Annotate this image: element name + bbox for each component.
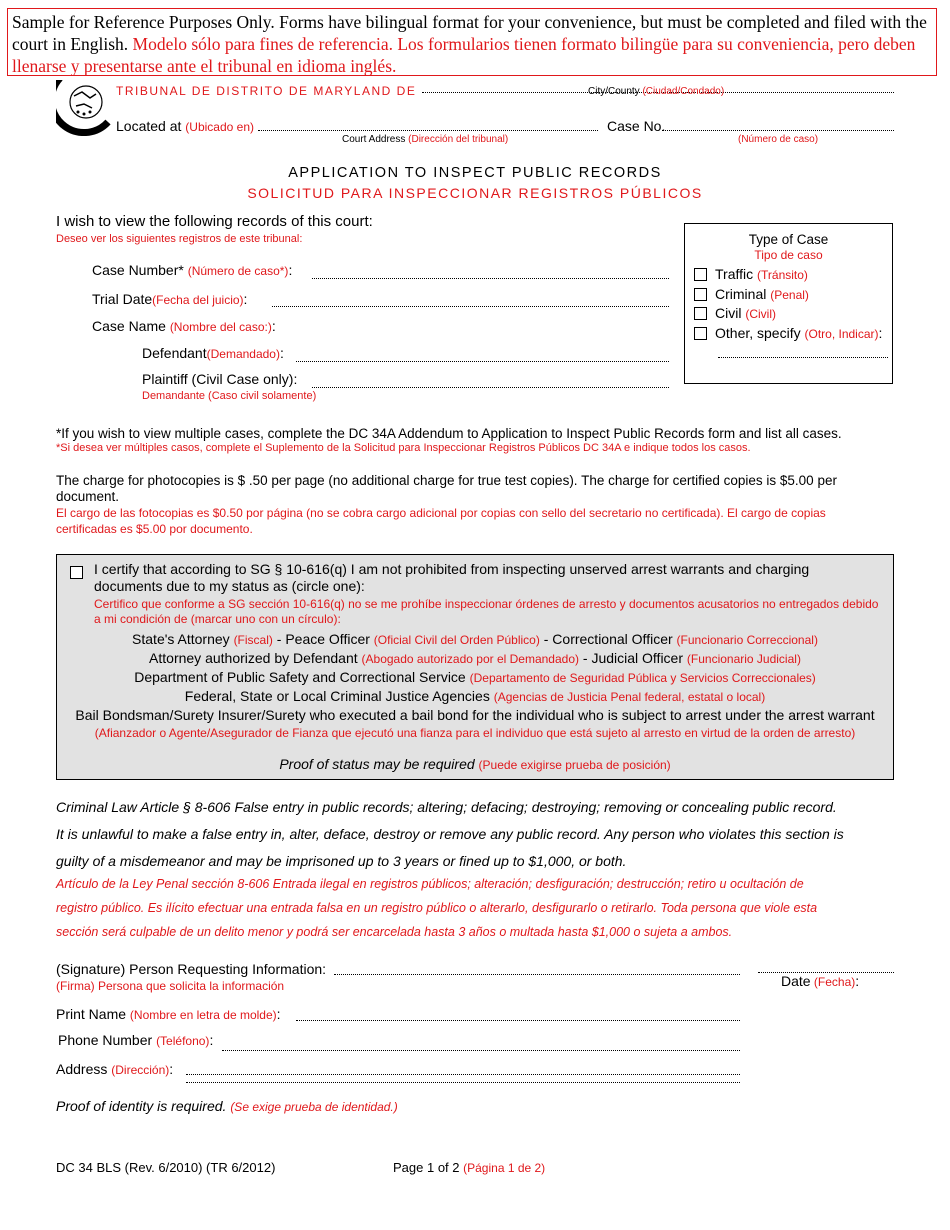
records-intro: I wish to view the following records of this court: [56, 213, 373, 230]
address-label: Address (Dirección): [56, 1061, 174, 1077]
court-name: TRIBUNAL DE DISTRITO DE MARYLAND DE [116, 84, 417, 98]
case-type-traffic[interactable]: Traffic (Tránsito) [694, 265, 892, 285]
case-no-label: Case No. [607, 118, 666, 134]
plaintiff-field[interactable] [312, 377, 669, 388]
option-correctional-officer[interactable]: - Correctional Officer [543, 631, 673, 647]
records-intro-es: Deseo ver los siguientes registros de este tribunal: [56, 233, 303, 245]
address-field-line-2[interactable] [186, 1072, 740, 1083]
case-number-label: Case Number* (Número de caso*): [92, 262, 293, 278]
date-label: Date (Fecha): [781, 973, 860, 989]
plaintiff-label: Plaintiff (Civil Case only): [142, 371, 298, 387]
option-peace-officer[interactable]: - Peace Officer [276, 631, 370, 647]
traffic-checkbox[interactable] [694, 268, 707, 281]
case-type-criminal[interactable]: Criminal (Penal) [694, 285, 892, 305]
form-title-es: SOLICITUD PARA INSPECCIONAR REGISTROS PÚBLICOS [247, 185, 703, 201]
certify-text-es: Certifico que conforme a SG sección 10-616(q) no se me prohíbe inspeccionar órdenes de arresto y documentos acusatorios no entregados debido a mi condición de (marcar uno con un círculo): [94, 597, 879, 626]
phone-label: Phone Number (Teléfono): [58, 1032, 214, 1048]
case-no-label-es: (Número de caso) [738, 134, 819, 145]
status-row-5-es: (Afianzador o Agente/Asegurador de Fianza que ejecutó una fianza para el individuo que está sujeto al arresto en virtud de la orden de arresto) [94, 726, 856, 740]
print-name-field[interactable] [296, 1010, 740, 1021]
signature-label-es: (Firma) Persona que solicita la información [56, 979, 285, 993]
court-address-field[interactable] [258, 120, 598, 131]
multiple-cases-note: *If you wish to view multiple cases, complete the DC 34A Addendum to Application to Inspect Public Records form and list all cases. [56, 426, 842, 441]
status-options [56, 630, 894, 742]
status-row-5 [56, 706, 894, 724]
option-states-attorney[interactable]: State's Attorney [132, 631, 230, 647]
certify-text: I certify that according to SG § 10-616(q) I am not prohibited from inspecting unserved arrest warrants and charging documents due to my status as (circle one): [94, 561, 810, 594]
case-type-box [684, 223, 893, 384]
date-field[interactable] [758, 962, 894, 973]
phone-field[interactable] [222, 1040, 740, 1051]
trial-date-field[interactable] [272, 296, 669, 307]
multiple-cases-note-es: *Si desea ver múltiples casos, complete el Suplemento de la Solicitud para Inspeccionar Registros Públicos DC 34A e indique todos los casos. [56, 442, 751, 454]
case-type-title-es: Tipo de caso [754, 248, 823, 262]
form-title: APPLICATION TO INSPECT PUBLIC RECORDS [288, 165, 662, 181]
law-text-es: Artículo de la Ley Penal sección 8-606 Entrada ilegal en registros públicos; alteración; desfiguración; destrucción; retiro u ocultación de registro público. Es ilícito efectuar una entrada falsa en un registro público o alterarlo, desfigurarlo o retirarlo. Toda persona que viole esta sección será culpable de un delito menor y podrá ser encarcelada hasta 3 años o multada hasta $1,000 o sujeta a ambos. [56, 877, 818, 939]
status-row-4: Federal, State or Local Criminal Justice Agencies (Agencias de Justicia Penal federal, estatal o local) [184, 688, 766, 704]
case-type-title: Type of Case [748, 232, 829, 247]
option-bail-bondsman[interactable]: Bail Bondsman/Surety Insurer/Surety who executed a bail bond for the individual who is subject to arrest under the arrest warrant [75, 707, 875, 723]
charge-note-es: El cargo de las fotocopias es $0.50 por página (no se cobra cargo adicional por copias con sello del secretario no certificada). El cargo de copias certificadas es $5.00 por documento. [56, 506, 826, 536]
certify-checkbox[interactable] [70, 566, 83, 579]
option-attorney-defendant[interactable]: Attorney authorized by Defendant [149, 650, 358, 666]
status-row-1: State's Attorney (Fiscal) - Peace Officer (Oficial Civil del Orden Público) - Correctional Officer (Funcionario Correccional) [132, 631, 818, 647]
status-row-3: Department of Public Safety and Correctional Service (Departamento de Seguridad Pública y Servicios Correccionales) [134, 669, 816, 685]
court-address-label: Court Address (Dirección del tribunal) [342, 134, 509, 145]
located-at-label: Located at (Ubicado en) [116, 118, 254, 134]
criminal-checkbox[interactable] [694, 288, 707, 301]
case-no-field[interactable] [662, 120, 894, 131]
city-county-label: City/County (Ciudad/Condado) [588, 86, 725, 97]
option-public-safety[interactable]: Department of Public Safety and Correctional Service [134, 669, 466, 685]
trial-date-label: Trial Date(Fecha del juicio): [92, 291, 248, 307]
banner-text-es: Modelo sólo para fines de referencia. Los formularios tienen formato bilingüe para su conveniencia, pero deben llenarse y presentarse ante el tribunal en idioma inglés. [12, 34, 916, 76]
proof-status: Proof of status may be required (Puede exigirse prueba de posición) [279, 756, 671, 772]
plaintiff-label-es: Demandante (Caso civil solamente) [142, 390, 317, 402]
other-specify-field[interactable] [718, 357, 888, 358]
case-type-other[interactable]: Other, specify (Otro, Indicar): [694, 324, 892, 344]
reference-banner [7, 8, 937, 76]
signature-label: (Signature) Person Requesting Information: [56, 961, 327, 977]
case-number-field[interactable] [312, 268, 669, 279]
civil-checkbox[interactable] [694, 307, 707, 320]
other-checkbox[interactable] [694, 327, 707, 340]
status-row-2: Attorney authorized by Defendant (Abogado autorizado por el Demandado) - Judicial Officer (Funcionario Judicial) [149, 650, 801, 666]
page-number: Page 1 of 2 (Página 1 de 2) [393, 1160, 546, 1175]
maryland-seal-icon [56, 76, 112, 136]
case-type-civil[interactable]: Civil (Civil) [694, 304, 892, 324]
signature-field[interactable] [334, 964, 740, 975]
banner-text-en: Sample for Reference Purposes Only. Forms have bilingual format for your convenience, but must be completed and filed with the court in English. [12, 12, 927, 54]
proof-identity: Proof of identity is required. (Se exige prueba de identidad.) [56, 1098, 398, 1114]
case-name-label: Case Name (Nombre del caso:): [92, 318, 276, 334]
defendant-label: Defendant(Demandado): [142, 345, 284, 361]
form-id: DC 34 BLS (Rev. 6/2010) (TR 6/2012) [56, 1160, 276, 1175]
defendant-field[interactable] [296, 351, 669, 362]
option-judicial-officer[interactable]: - Judicial Officer [582, 650, 683, 666]
law-text: Criminal Law Article § 8-606 False entry in public records; altering; defacing; destroying; removing or concealing public record. It is unlawful to make a false entry in, alter, deface, destroy or remove any public record. Any person who violates this section is guilty of a misdemeanor and may be imprisoned up to 3 years or fined up to $1,000, or both. [56, 799, 844, 869]
print-name-label: Print Name (Nombre en letra de molde): [56, 1006, 281, 1022]
charge-note: The charge for photocopies is $ .50 per page (no additional charge for true test copies). The charge for certified copies is $5.00 per document. [56, 473, 837, 504]
option-justice-agencies[interactable]: Federal, State or Local Criminal Justice Agencies [184, 688, 490, 704]
